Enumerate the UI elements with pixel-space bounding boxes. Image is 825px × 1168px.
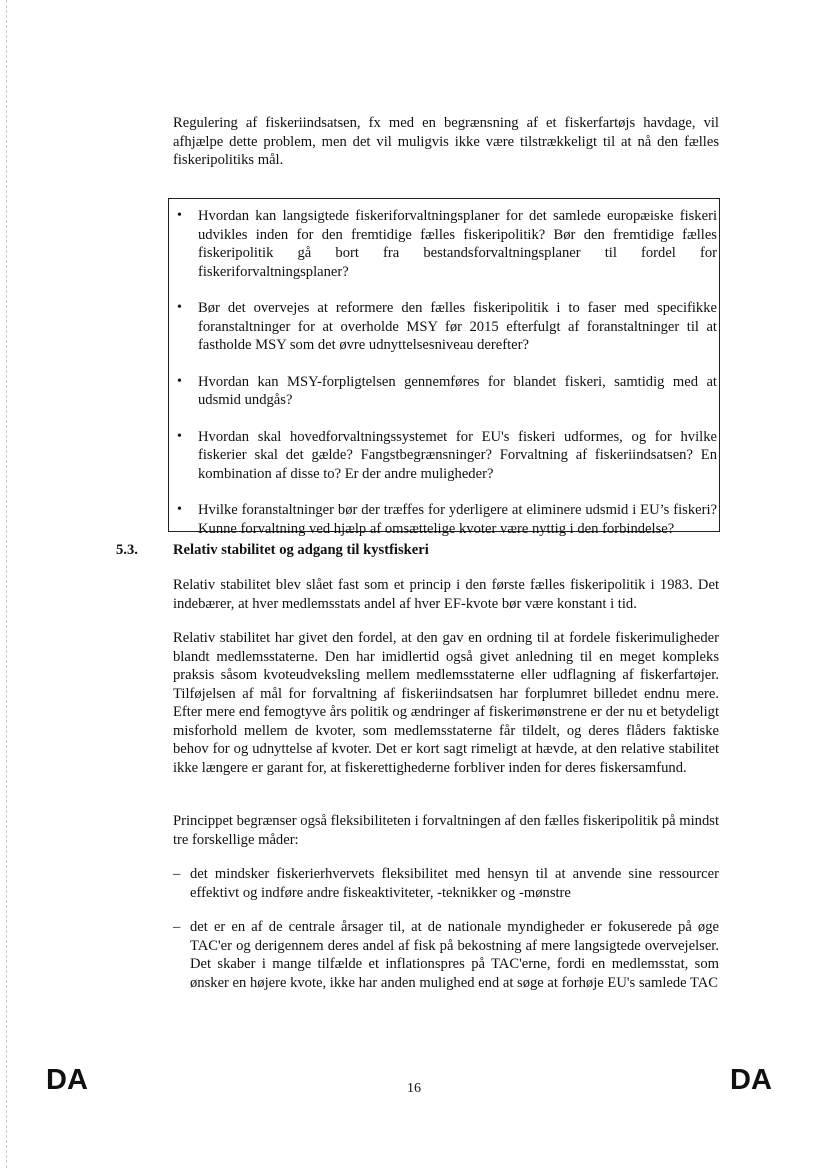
dash-icon: – xyxy=(173,919,181,935)
intro-paragraph: Regulering af fiskeriindsatsen, fx med en begrænsning af et fiskerfartøjs havdage, vil afhjælpe dette problem, men det vil muligvis ikke være tilstrækkeligt til at nå den fælles fiskeripolitiks mål. xyxy=(173,115,719,168)
section-title: Relativ stabilitet og adgang til kystfiskeri xyxy=(173,542,429,558)
question-item xyxy=(169,501,717,538)
section-number: 5.3. xyxy=(116,542,138,558)
question-item xyxy=(169,299,717,355)
dash-item-text: det mindsker fiskerierhvervets fleksibilitet med hensyn til at anvende sine ressourcer effektivt og indføre andre fiskeaktiviteter, -teknikker og -mønstre xyxy=(190,866,719,901)
footer-language-left: DA xyxy=(46,1064,88,1096)
bullet-icon: • xyxy=(177,502,182,517)
bullet-icon: • xyxy=(177,373,182,389)
page-edge-line xyxy=(6,0,7,1168)
question-item xyxy=(169,428,717,484)
bullet-icon: • xyxy=(177,300,182,315)
dash-icon: – xyxy=(173,866,181,882)
dash-list-item xyxy=(173,918,719,992)
body-paragraph: Relativ stabilitet blev slået fast som et princip i den første fælles fiskeripolitik i 1983. Det indebærer, at hver medlemsstats andel af hver EF-kvote bør være konstant i tid. xyxy=(173,577,719,612)
footer-language-right: DA xyxy=(730,1064,772,1096)
question-text: Hvordan kan MSY-forpligtelsen gennemføres for blandet fiskeri, samtidig med at udsmid undgås? xyxy=(198,373,717,408)
dash-item-text: det er en af de centrale årsager til, at de nationale myndigheder er fokuserede på øge TAC'er og derigennem deres andel af fisk på bekostning af mere langsigtede overvejelser. Det skaber i mange tilfælde et inflationspres på TAC'erne, fordi en medlemsstat, som ønsker en højere kvote, ikke har anden mulighed end at søge at forhøje EU's samlede TAC xyxy=(190,919,719,991)
question-box xyxy=(168,198,720,537)
bullet-icon: • xyxy=(177,428,182,444)
page-number: 16 xyxy=(407,1081,421,1096)
body-paragraph: Relativ stabilitet har givet den fordel, at den gav en ordning til at fordele fiskerimuligheder blandt medlemsstaterne. Den har imidlertid også givet anledning til en meget kompleks praksis såsom kvoteudveksling mellem medlemsstaterne eller udflagning af fiskerfartøjer. Tilføjelsen af mål for forvaltning af fiskeriindsatsen har forplumret billedet endnu mere. Efter mere end femogtyve års politik og ændringer af fiskerimønstrene er der nu et betydeligt misforhold mellem de kvoter, som medlemsstaterne får tildelt, og deres flåders faktiske behov for og udnyttelse af kvoter. Det er kort sagt rimeligt at hævde, at den relative stabilitet ikke længere er garant for, at fiskerettighederne forbliver inden for deres fiskersamfund. xyxy=(173,630,719,776)
question-text: Bør det overvejes at reformere den fælles fiskeripolitik i to faser med specifikke foranstaltninger for at overholde MSY før 2015 efterfulgt af foranstaltninger til at fastholde MSY som det øvre udnyttelsesniveau derefter? xyxy=(198,300,717,353)
question-text: Hvilke foranstaltninger bør der træffes for yderligere at eliminere udsmid i EU’s fiskeri? Kunne forvaltning ved hjælp af omsættelige kvoter være nyttig i den forbindelse? xyxy=(198,502,717,537)
question-item xyxy=(169,373,717,410)
question-list xyxy=(169,207,717,538)
body-paragraph: Princippet begrænser også fleksibiliteten i forvaltningen af den fælles fiskeripolitik på mindst tre forskellige måder: xyxy=(173,813,719,848)
question-text: Hvordan skal hovedforvaltningssystemet for EU's fiskeri udformes, og for hvilke fiskerier skal det gælde? Fangstbegrænsninger? Forvaltning af fiskeriindsatsen? En kombination af disse to? Er der andre muligheder? xyxy=(198,428,717,482)
question-item xyxy=(169,207,717,281)
bullet-icon: • xyxy=(177,208,182,223)
dash-list-item xyxy=(173,865,719,902)
question-text: Hvordan kan langsigtede fiskeriforvaltningsplaner for det samlede europæiske fiskeri udvikles inden for den fremtidige fælles fiskeripolitik? Bør den fremtidige fælles fiskeripolitik gå bort fra bestandsforvaltningsplaner til fordel for fiskeriforvaltningsplaner? xyxy=(198,208,717,280)
